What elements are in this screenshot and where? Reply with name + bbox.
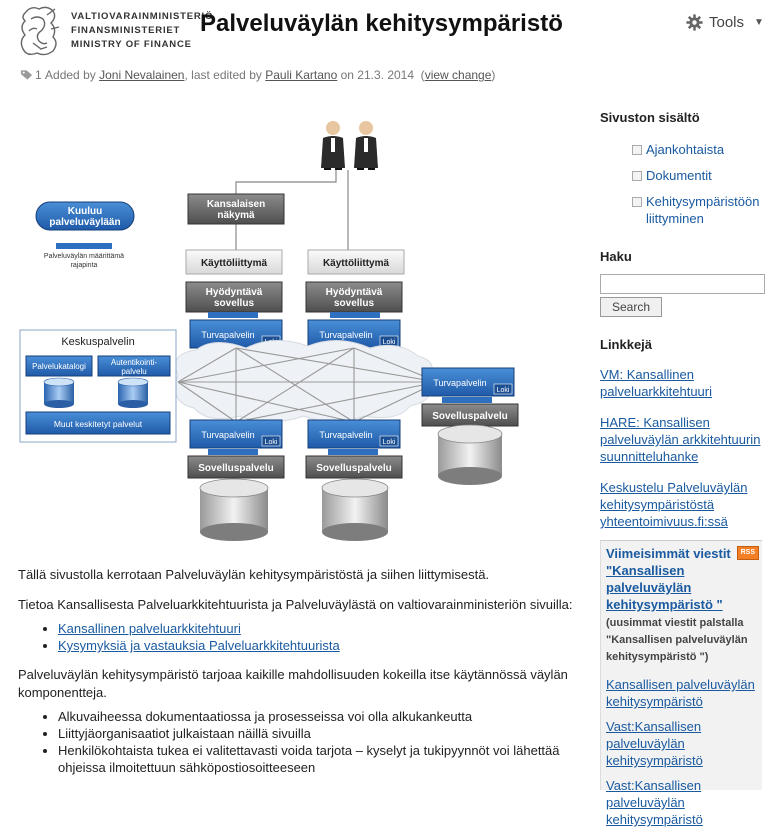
links-heading: Linkkejä (600, 337, 653, 352)
tools-label: Tools (709, 14, 745, 31)
rss-icon[interactable]: RSS (737, 546, 759, 560)
author-link[interactable]: Joni Nevalainen (99, 68, 185, 82)
app-box-right: Hyödyntävä sovellus (325, 287, 383, 309)
label-count[interactable]: 1 (35, 68, 42, 82)
central-server-title: Keskuspalvelin (61, 336, 135, 348)
list-item (58, 620, 578, 637)
feed-forum-link[interactable]: "Kansallisen palveluväylän kehitysympäristö " (606, 563, 723, 612)
edit-date: on 21.3. 2014 (340, 68, 415, 82)
security-server-right-top: Turvapalvelin (319, 330, 373, 340)
nav-link[interactable]: Kehitysympäristöön liittyminen (646, 194, 760, 226)
ui-box-right: Käyttöliittymä (322, 258, 390, 269)
sidebar (600, 110, 770, 827)
feed-header (606, 545, 757, 613)
database-icon (118, 378, 148, 408)
logo-line-fi: VALTIOVARAINMINISTERIÖ (71, 11, 214, 22)
database-icon (200, 479, 268, 541)
feed-note: (uusimmat viestit palstalla "Kansallisen palveluväylän kehitysympäristö ") (606, 617, 748, 663)
feed-item[interactable]: Vast:Kansallisen palveluväylän kehitysympäristö (606, 719, 703, 768)
app-box-left: Hyödyntävä sovellus (205, 287, 263, 309)
security-server-left-top: Turvapalvelin (201, 330, 255, 340)
logo-line-en: MINISTRY OF FINANCE (71, 39, 192, 50)
feed-item[interactable]: Vast:Kansallisen palveluväylän kehitysympäristö (606, 778, 703, 827)
architecture-diagram (18, 110, 543, 550)
search-heading: Haku (600, 249, 632, 264)
database-icon (322, 479, 388, 541)
links-list (600, 366, 770, 530)
site-contents-nav (632, 141, 770, 227)
search-input[interactable] (600, 274, 765, 294)
service-box-right: Sovelluspalvelu (316, 463, 392, 474)
legend-note: Palveluväylän määrittämä rajapinta (43, 253, 125, 269)
link-hare-project[interactable]: HARE: Kansallisen palveluväylän arkkitehtuurin suunnitteluhanke (600, 415, 761, 464)
list-item: • Henkilökohtaista tukea ei valitettavasti voida tarjota – kyselyt ja tukipyynnöt voi lähettää ohjeissa ilmoitettuun sähköpostiosoitteeseen (58, 742, 578, 776)
users-icon (321, 121, 378, 170)
nav-item-joining[interactable] (632, 193, 770, 227)
logo-line-sv: FINANSMINISTERIET (71, 25, 181, 36)
security-server-left-bottom: Turvapalvelin (201, 430, 255, 440)
security-server-right-bottom: Turvapalvelin (319, 430, 373, 440)
search-button[interactable]: Search (600, 297, 662, 317)
page-metadata: 1 Added by Joni Nevalainen , last edited by Pauli Kartano on 21.3. 2014 ( view change ) (20, 68, 495, 82)
citizen-view-box: Kansalaisen näkymä (206, 199, 266, 221)
nav-link[interactable]: Dokumentit (646, 168, 712, 183)
added-by-prefix: Added by (45, 68, 96, 82)
faq-link[interactable]: Kysymyksiä ja vastauksia Palveluarkkitehtuurista (58, 638, 340, 653)
feed-item[interactable]: Kansallisen palveluväylän kehitysympäristö (606, 677, 755, 709)
ministry-name (71, 10, 213, 52)
legend-button: Kuuluu palveluväylään (49, 206, 121, 228)
link-vm-architecture[interactable]: VM: Kansallinen palveluarkkitehtuuri (600, 367, 713, 399)
main-content (18, 566, 578, 788)
site-contents-heading: Sivuston sisältö (600, 110, 700, 125)
info-link-list (58, 620, 578, 654)
service-box-left: Sovelluspalvelu (198, 463, 274, 474)
security-server-far-right: Turvapalvelin (433, 378, 487, 388)
editor-link[interactable]: Pauli Kartano (265, 68, 338, 82)
database-icon (438, 425, 502, 485)
gear-icon (686, 14, 703, 31)
log-left-bottom: Loki (264, 439, 278, 446)
other-central-box: Muut keskitetyt palvelut (53, 419, 143, 429)
list-item: • Liittyjäorganisaatiot julkaistaan näillä sivuilla (58, 725, 578, 742)
info-paragraph: Tietoa Kansallisesta Palveluarkkitehtuurista ja Palveluväylästä on valtiovarainministeriön sivuilla: (18, 597, 573, 612)
nav-item-news[interactable] (632, 141, 770, 158)
nav-item-documents[interactable] (632, 167, 770, 184)
label-tag-icon[interactable] (20, 69, 33, 81)
auth-box: Autentikointi-palvelu (110, 358, 158, 376)
ui-box-left: Käyttöliittymä (200, 258, 268, 269)
nav-link[interactable]: Ajankohtaista (646, 142, 725, 157)
page-header (0, 0, 779, 62)
catalog-box: Palvelukatalogi (32, 362, 86, 371)
national-architecture-link[interactable]: Kansallinen palveluarkkitehtuuri (58, 621, 241, 636)
database-icon (44, 378, 74, 408)
link-discussion[interactable]: Keskustelu Palveluväylän kehitysympäristöstä yhteentoimivuus.fi:ssä (600, 480, 748, 529)
list-item (58, 637, 578, 654)
lion-crest-icon (17, 3, 63, 59)
tools-menu-button[interactable] (686, 14, 764, 31)
feed-title: Viimeisimmät viestit (606, 546, 731, 561)
log-far-right: Loki (496, 387, 510, 394)
intro-paragraph: Tällä sivustolla kerrotaan Palveluväylän kehitysympäristöstä ja siihen liittymisestä. (18, 567, 490, 582)
ministry-logo[interactable] (17, 3, 214, 61)
list-item: • Alkuvaiheessa dokumentaatiossa ja prosesseissa voi olla alkukankeutta (58, 708, 578, 725)
log-right-top: Loki (382, 339, 396, 346)
edited-by-prefix: , last edited by (184, 68, 262, 82)
view-change-link[interactable]: view change (424, 68, 492, 82)
page-title: Palveluväylän kehitysympäristö (200, 10, 563, 37)
chevron-down-icon: ▼ (754, 17, 764, 28)
environment-paragraph: Palveluväylän kehitysympäristö tarjoaa kaikille mahdollisuuden kokeilla itse käytännössä väylän komponentteja. (18, 667, 568, 700)
notes-list (58, 708, 578, 776)
service-box-far-right: Sovelluspalvelu (432, 411, 508, 422)
latest-messages-feed (600, 540, 762, 827)
log-right-bottom: Loki (382, 439, 396, 446)
